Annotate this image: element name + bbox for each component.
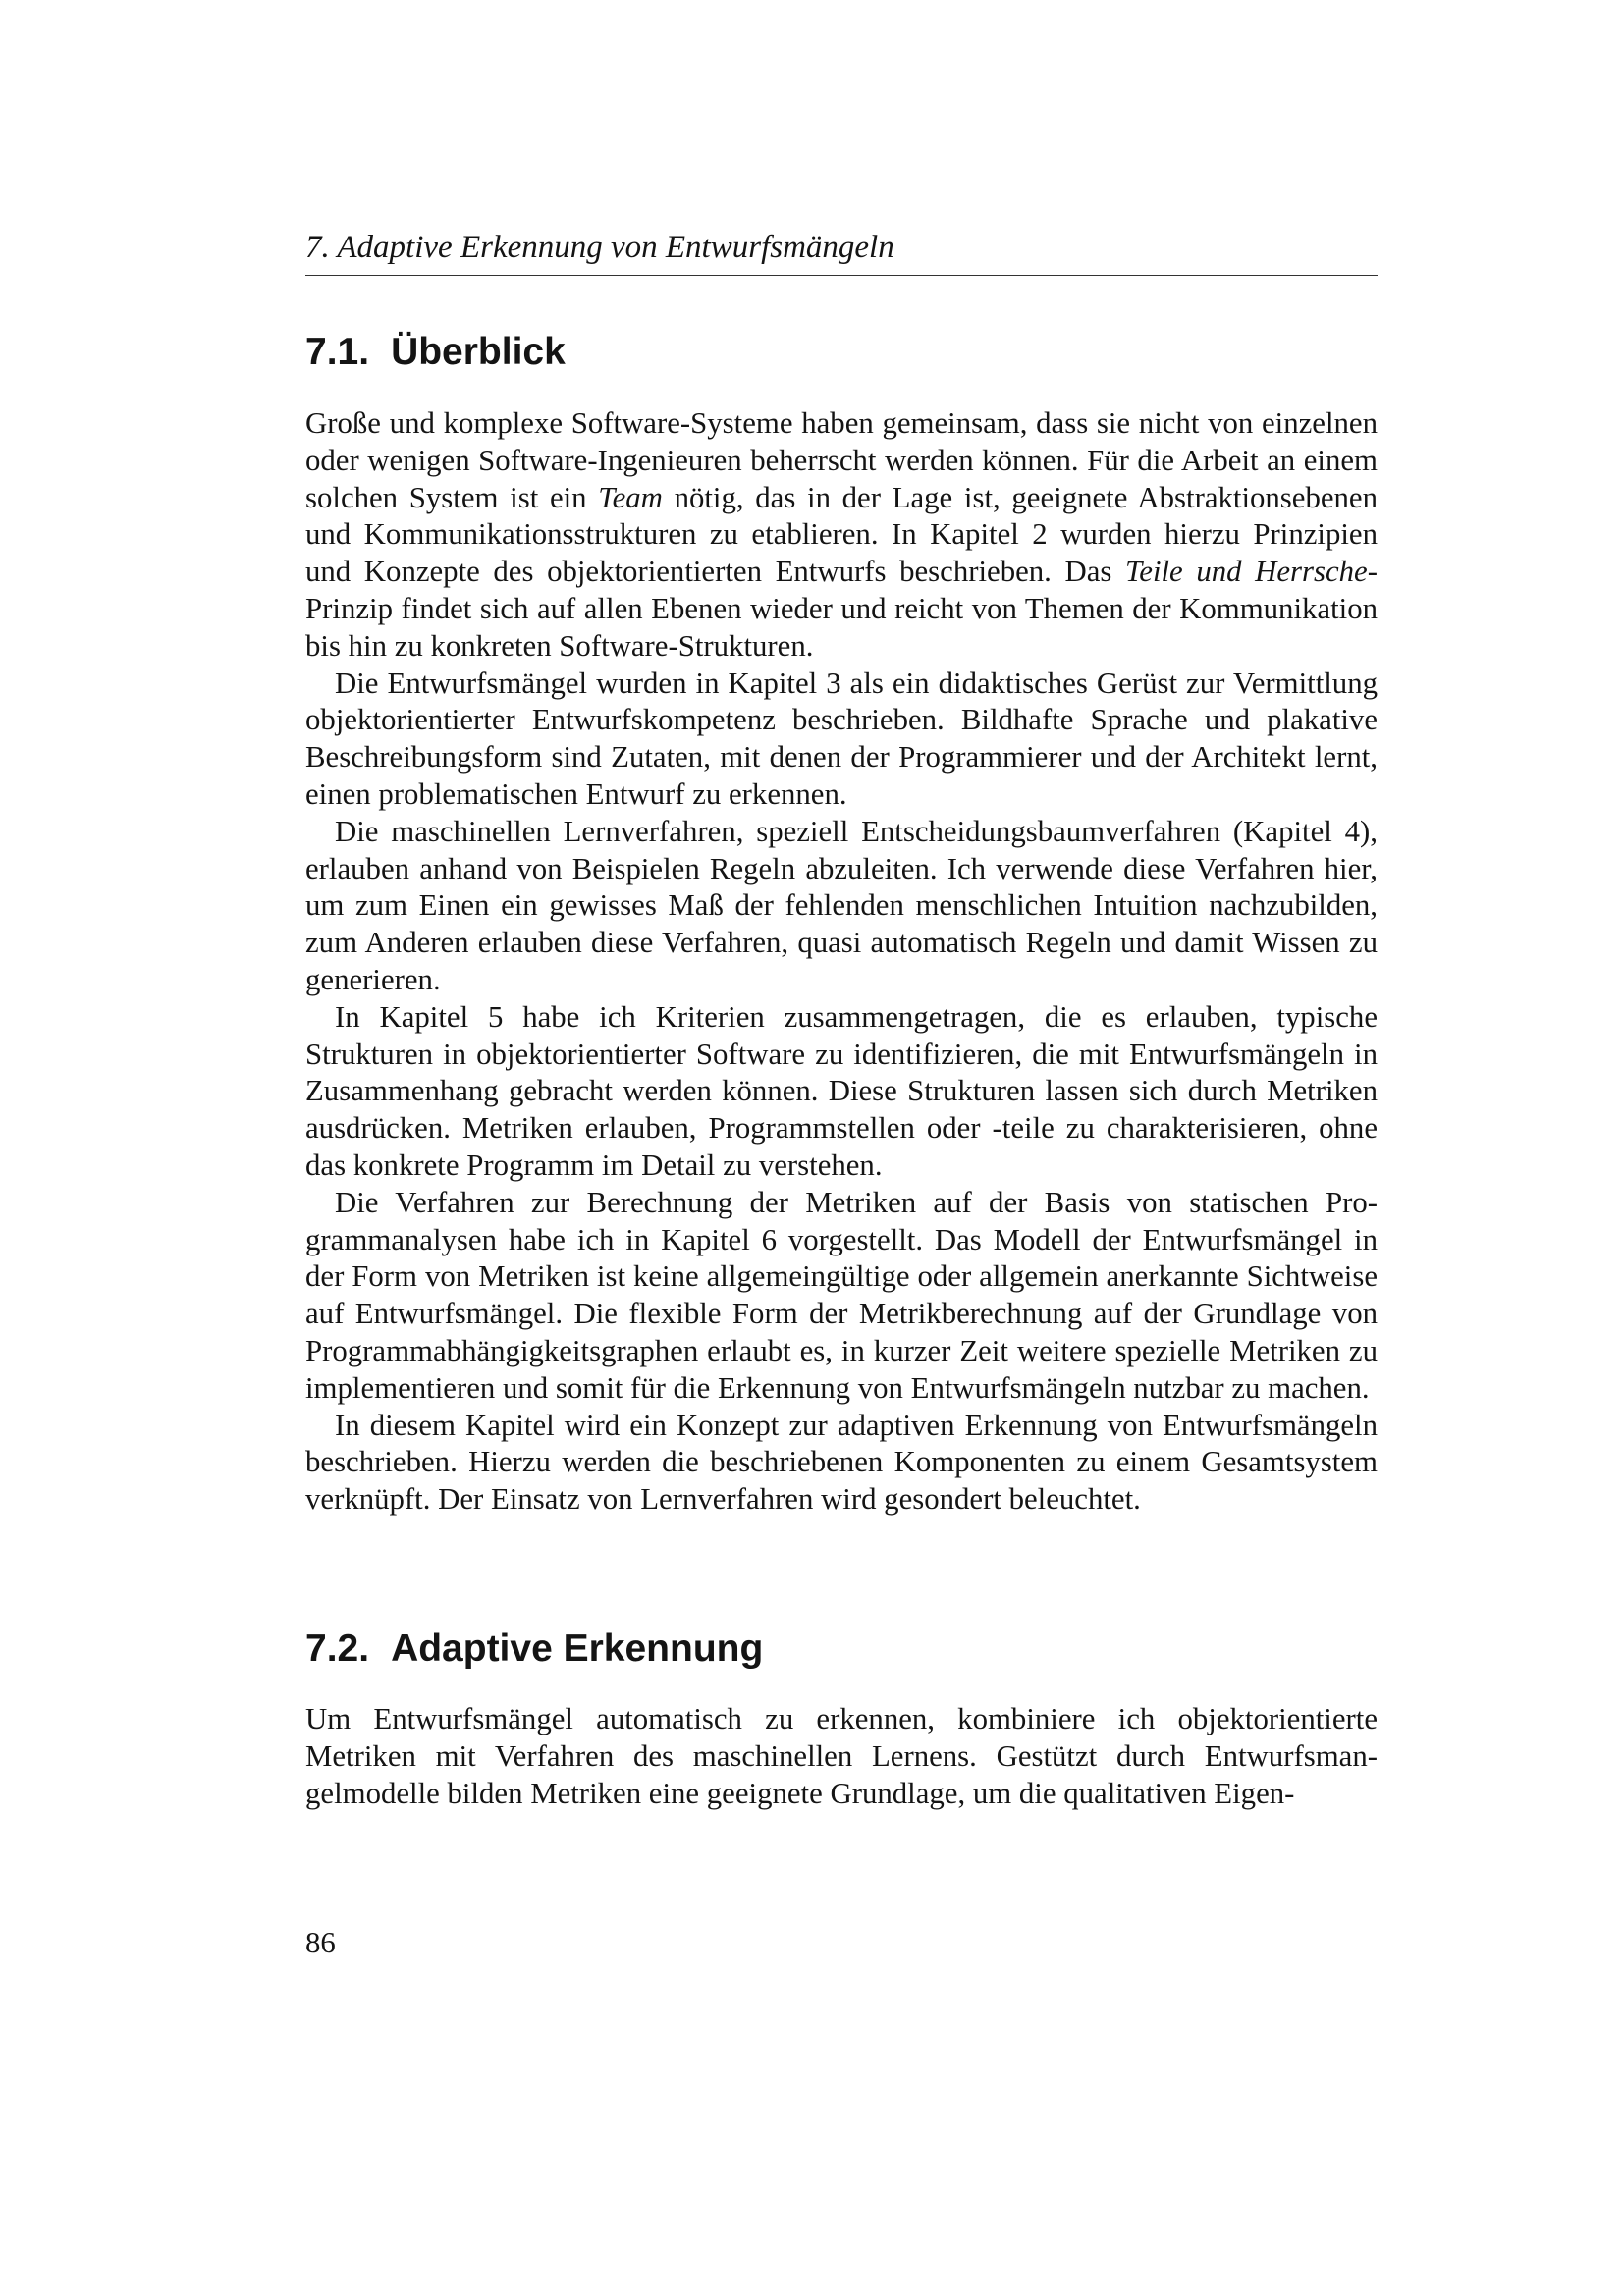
paragraph [305, 1408, 1378, 1519]
paragraph [305, 405, 1378, 666]
text-run: Große und komplexe Software-Systeme haben gemeinsam, dass sie nicht von einzelnen oder wenigen Software-Ingenieuren beherrscht werden können. Für die Arbeit an einem solchen System ist ein [305, 406, 1378, 514]
paragraph [305, 1185, 1378, 1408]
text-run: In diesem Kapitel wird ein Konzept zur adaptiven Erkennung von Entwurfsmängeln beschrieben. Hierzu werden die beschriebenen Komponenten zu einem Gesamtsystem verknüpft. Der Einsatz von Lernverfahren wird gesondert beleuchtet. [305, 1408, 1378, 1517]
page-number: 86 [305, 1926, 336, 1959]
section-heading-adaptive-recognition [305, 1627, 763, 1672]
emphasis-text: Team [598, 480, 663, 514]
emphasis-text: Teile und Herrsche [1124, 555, 1368, 589]
text-run: Um Entwurfsmängel automatisch zu erkennen, kombiniere ich objektorientierte Metriken mit Verfahren des maschinellen Lernens. Gestützt durch Entwurfsmangelmodelle bilden Metriken eine geeignete Grundlage, um die qualitativen Eigen- [305, 1702, 1378, 1810]
paragraph [305, 666, 1378, 814]
text-run: Die Verfahren zur Berechnung der Metriken auf der Basis von statischen Programmanalysen habe ich in Kapitel 6 vorgestellt. Das Modell der Entwurfsmängel in der Form von Metriken ist keine allgemeingültige oder allgemein anerkannte Sichtweise auf Entwurfsmängel. Die flexible Form der Metrikberechnung auf der Grundlage von Programmabhängigkeitsgraphen erlaubt es, in kurzer Zeit weitere spezielle Metriken zu implementieren und somit für die Erkennung von Entwurfsmängeln nutzbar zu machen. [305, 1185, 1378, 1405]
paragraph [305, 999, 1378, 1185]
section-title: Überblick [391, 331, 566, 373]
text-run: -Prinzip findet sich auf allen Ebenen wieder und reicht von Themen der Kommunikation bis hin zu konkreten Software-Strukturen. [305, 555, 1378, 663]
paragraph [305, 1701, 1378, 1812]
text-run: In Kapitel 5 habe ich Kriterien zusammengetragen, die es erlauben, typische Strukturen in objektorientierter Software zu identifizieren, die mit Entwurfsmängeln in Zusammenhang gebracht werden können. Diese Strukturen lassen sich durch Metriken ausdrücken. Metriken erlauben, Programmstellen oder -teile zu charakterisieren, ohne das konkrete Programm im Detail zu verstehen. [305, 999, 1378, 1182]
running-head: 7. Adaptive Erkennung von Entwurfsmängeln [305, 228, 1378, 276]
text-run: Die Entwurfsmängel wurden in Kapitel 3 als ein didaktisches Gerüst zur Vermittlung objektorientierter Entwurfskompetenz beschrieben. Bildhafte Sprache und plakative Beschreibungsform sind Zutaten, mit denen der Programmierer und der Architekt lernt, einen problematischen Entwurf zu erkennen. [305, 666, 1378, 811]
section-body-adaptive-recognition [305, 1701, 1378, 1812]
section-number: 7.2. [305, 1628, 370, 1670]
paragraph [305, 814, 1378, 999]
text-run: Die maschinellen Lernverfahren, speziell Entscheidungsbaumverfahren (Kapitel 4), erlauben anhand von Beispielen Regeln abzuleiten. Ich verwende diese Verfahren hier, um zum Einen ein gewisses Maß der fehlenden menschlichen Intuition nachzubilden, zum Anderen erlauben diese Verfahren, quasi automatisch Regeln und damit Wissen zu generieren. [305, 814, 1378, 996]
section-title: Adaptive Erkennung [391, 1628, 764, 1670]
section-body-overview [305, 405, 1378, 1519]
document-page [305, 0, 1378, 2296]
text-run: nötig, das in der Lage ist, geeignete Abstraktionsebenen und Kommunikationsstrukturen zu etablieren. In Kapitel 2 wurden hierzu Prinzipien und Konzepte des objektorientierten Entwurfs beschrieben. Das [305, 480, 1378, 589]
section-number: 7.1. [305, 331, 370, 373]
section-heading-overview [305, 330, 566, 375]
